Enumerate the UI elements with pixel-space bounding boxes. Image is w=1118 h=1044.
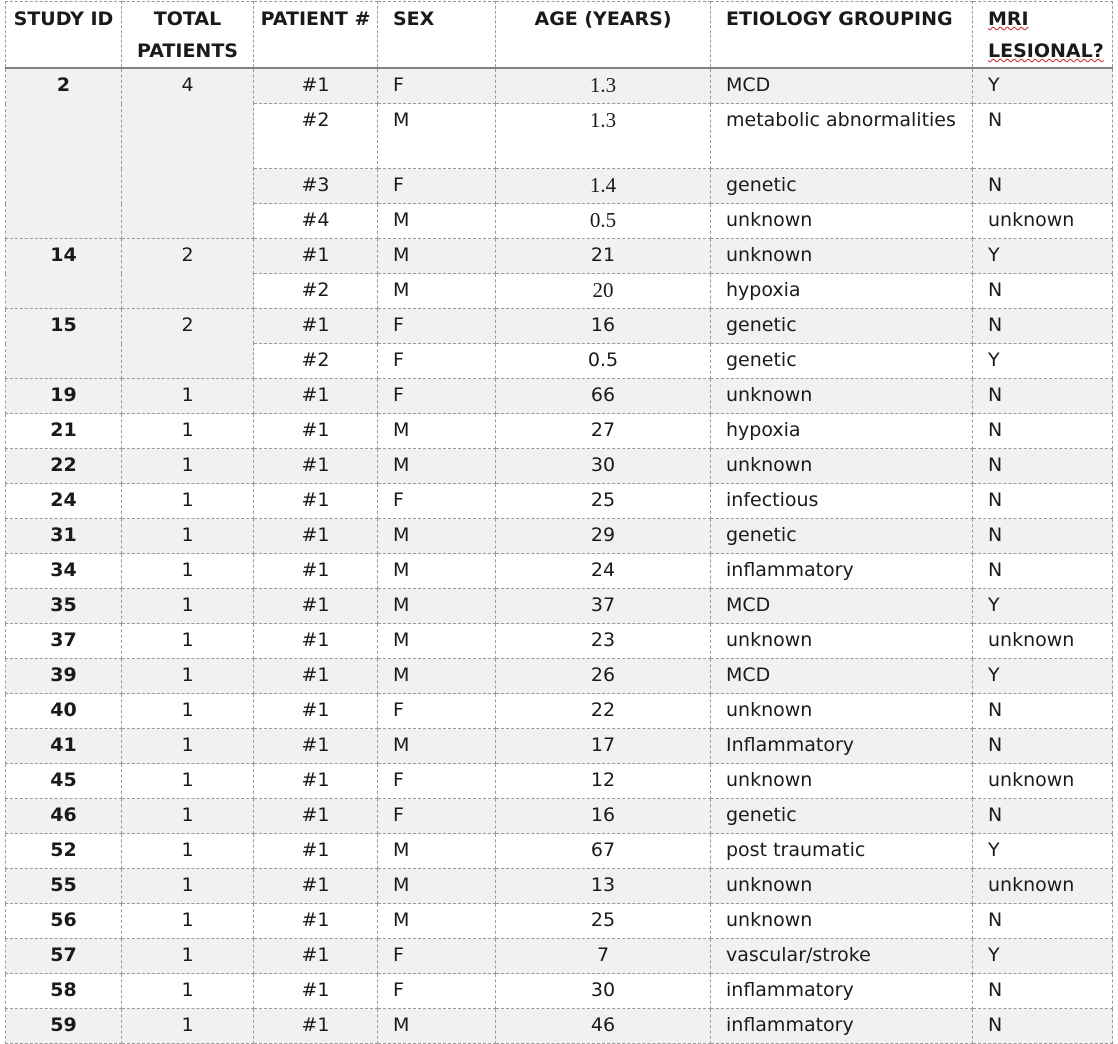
table-body xyxy=(6,68,1113,1044)
patient-number-cell: #1 xyxy=(254,484,378,519)
patient-number-cell: #1 xyxy=(254,68,378,104)
patient-number-cell: #1 xyxy=(254,589,378,624)
mri-lesional-cell: unknown xyxy=(973,764,1113,799)
etiology-cell: infectious xyxy=(711,484,973,519)
mri-lesional-cell: N xyxy=(973,379,1113,414)
total-patients-cell: 4 xyxy=(122,68,254,239)
age-cell: 7 xyxy=(496,939,711,974)
total-patients-cell: 1 xyxy=(122,1009,254,1044)
mri-lesional-cell: N xyxy=(973,554,1113,589)
sex-cell: F xyxy=(378,379,496,414)
age-cell: 1.3 xyxy=(496,104,711,169)
age-cell: 16 xyxy=(496,309,711,344)
patient-number-cell: #1 xyxy=(254,379,378,414)
table-row xyxy=(6,764,1113,799)
study-id-cell: 19 xyxy=(6,379,122,414)
table-row xyxy=(6,729,1113,764)
total-patients-cell: 1 xyxy=(122,694,254,729)
etiology-cell: hypoxia xyxy=(711,414,973,449)
mri-lesional-cell: N xyxy=(973,904,1113,939)
sex-cell: M xyxy=(378,589,496,624)
header-row xyxy=(6,2,1113,69)
total-patients-cell: 2 xyxy=(122,239,254,309)
mri-lesional-cell: N xyxy=(973,169,1113,204)
study-id-cell: 14 xyxy=(6,239,122,309)
mri-lesional-cell: Y xyxy=(973,68,1113,104)
age-cell: 25 xyxy=(496,904,711,939)
sex-cell: M xyxy=(378,104,496,169)
patient-number-cell: #1 xyxy=(254,519,378,554)
age-cell: 0.5 xyxy=(496,344,711,379)
table-row xyxy=(6,659,1113,694)
study-id-cell: 37 xyxy=(6,624,122,659)
table-row xyxy=(6,974,1113,1009)
mri-lesional-cell: N xyxy=(973,104,1113,169)
study-id-cell: 57 xyxy=(6,939,122,974)
header-total-patients: TOTAL PATIENTS xyxy=(122,2,254,69)
sex-cell: M xyxy=(378,204,496,239)
etiology-cell: inflammatory xyxy=(711,554,973,589)
total-patients-cell: 1 xyxy=(122,764,254,799)
patient-number-cell: #2 xyxy=(254,104,378,169)
sex-cell: M xyxy=(378,834,496,869)
table-row xyxy=(6,869,1113,904)
etiology-cell: hypoxia xyxy=(711,274,973,309)
study-id-cell: 31 xyxy=(6,519,122,554)
total-patients-cell: 1 xyxy=(122,834,254,869)
patient-number-cell: #1 xyxy=(254,1009,378,1044)
patient-table xyxy=(5,1,1113,1044)
patient-number-cell: #1 xyxy=(254,869,378,904)
table-row xyxy=(6,449,1113,484)
total-patients-cell: 1 xyxy=(122,379,254,414)
patient-number-cell: #1 xyxy=(254,764,378,799)
sex-cell: F xyxy=(378,799,496,834)
total-patients-cell: 1 xyxy=(122,589,254,624)
age-cell: 46 xyxy=(496,1009,711,1044)
sex-cell: M xyxy=(378,1009,496,1044)
mri-lesional-cell: Y xyxy=(973,659,1113,694)
etiology-cell: unknown xyxy=(711,694,973,729)
sex-cell: M xyxy=(378,274,496,309)
sex-cell: F xyxy=(378,939,496,974)
patient-number-cell: #2 xyxy=(254,274,378,309)
patient-number-cell: #1 xyxy=(254,414,378,449)
mri-lesional-cell: N xyxy=(973,799,1113,834)
total-patients-cell: 1 xyxy=(122,659,254,694)
sex-cell: M xyxy=(378,414,496,449)
etiology-cell: Inflammatory xyxy=(711,729,973,764)
etiology-cell: MCD xyxy=(711,659,973,694)
total-patients-cell: 1 xyxy=(122,904,254,939)
age-cell: 0.5 xyxy=(496,204,711,239)
etiology-cell: post traumatic xyxy=(711,834,973,869)
sex-cell: F xyxy=(378,484,496,519)
mri-lesional-cell: unknown xyxy=(973,624,1113,659)
sex-cell: M xyxy=(378,659,496,694)
mri-lesional-cell: Y xyxy=(973,834,1113,869)
etiology-cell: unknown xyxy=(711,204,973,239)
study-id-cell: 40 xyxy=(6,694,122,729)
etiology-cell: unknown xyxy=(711,379,973,414)
table-row xyxy=(6,1009,1113,1044)
study-id-cell: 35 xyxy=(6,589,122,624)
study-id-cell: 45 xyxy=(6,764,122,799)
sex-cell: F xyxy=(378,974,496,1009)
patient-number-cell: #1 xyxy=(254,974,378,1009)
study-id-cell: 56 xyxy=(6,904,122,939)
age-cell: 29 xyxy=(496,519,711,554)
total-patients-cell: 1 xyxy=(122,624,254,659)
age-cell: 25 xyxy=(496,484,711,519)
mri-lesional-cell: N xyxy=(973,274,1113,309)
patient-number-cell: #1 xyxy=(254,799,378,834)
etiology-cell: genetic xyxy=(711,519,973,554)
study-id-cell: 2 xyxy=(6,68,122,239)
study-id-cell: 59 xyxy=(6,1009,122,1044)
mri-lesional-cell: Y xyxy=(973,239,1113,274)
study-id-cell: 52 xyxy=(6,834,122,869)
sex-cell: M xyxy=(378,904,496,939)
mri-lesional-cell: N xyxy=(973,1009,1113,1044)
mri-lesional-cell: N xyxy=(973,974,1113,1009)
etiology-cell: unknown xyxy=(711,449,973,484)
etiology-cell: genetic xyxy=(711,169,973,204)
mri-lesional-cell: Y xyxy=(973,589,1113,624)
etiology-cell: genetic xyxy=(711,344,973,379)
sex-cell: M xyxy=(378,554,496,589)
etiology-cell: inflammatory xyxy=(711,1009,973,1044)
age-cell: 27 xyxy=(496,414,711,449)
table-row xyxy=(6,694,1113,729)
header-patient-number: PATIENT # xyxy=(254,2,378,69)
etiology-cell: unknown xyxy=(711,764,973,799)
patient-number-cell: #1 xyxy=(254,624,378,659)
table-row xyxy=(6,68,1113,104)
age-cell: 1.3 xyxy=(496,68,711,104)
mri-lesional-cell: N xyxy=(973,519,1113,554)
study-id-cell: 21 xyxy=(6,414,122,449)
etiology-cell: vascular/stroke xyxy=(711,939,973,974)
patient-number-cell: #1 xyxy=(254,729,378,764)
mri-lesional-cell: Y xyxy=(973,344,1113,379)
sex-cell: F xyxy=(378,309,496,344)
sex-cell: F xyxy=(378,344,496,379)
etiology-cell: unknown xyxy=(711,239,973,274)
etiology-cell: metabolic abnormalities xyxy=(711,104,973,169)
total-patients-cell: 1 xyxy=(122,484,254,519)
patient-number-cell: #1 xyxy=(254,694,378,729)
mri-lesional-cell: Y xyxy=(973,939,1113,974)
age-cell: 17 xyxy=(496,729,711,764)
sex-cell: F xyxy=(378,68,496,104)
age-cell: 13 xyxy=(496,869,711,904)
etiology-cell: genetic xyxy=(711,309,973,344)
mri-lesional-cell: N xyxy=(973,309,1113,344)
sex-cell: F xyxy=(378,169,496,204)
total-patients-cell: 1 xyxy=(122,414,254,449)
study-id-cell: 24 xyxy=(6,484,122,519)
age-cell: 30 xyxy=(496,449,711,484)
table-row xyxy=(6,904,1113,939)
total-patients-cell: 1 xyxy=(122,974,254,1009)
age-cell: 23 xyxy=(496,624,711,659)
etiology-cell: unknown xyxy=(711,869,973,904)
age-cell: 16 xyxy=(496,799,711,834)
table-row xyxy=(6,624,1113,659)
mri-lesional-cell: N xyxy=(973,694,1113,729)
study-id-cell: 55 xyxy=(6,869,122,904)
table-row xyxy=(6,589,1113,624)
total-patients-cell: 1 xyxy=(122,449,254,484)
header-mri-text: MRI LESIONAL? xyxy=(988,8,1104,62)
total-patients-cell: 1 xyxy=(122,554,254,589)
patient-number-cell: #1 xyxy=(254,939,378,974)
sex-cell: F xyxy=(378,694,496,729)
patient-number-cell: #1 xyxy=(254,309,378,344)
age-cell: 24 xyxy=(496,554,711,589)
age-cell: 37 xyxy=(496,589,711,624)
age-cell: 30 xyxy=(496,974,711,1009)
patient-number-cell: #1 xyxy=(254,834,378,869)
patient-number-cell: #1 xyxy=(254,239,378,274)
header-study-id: STUDY ID xyxy=(6,2,122,69)
patient-number-cell: #4 xyxy=(254,204,378,239)
table-row xyxy=(6,484,1113,519)
age-cell: 22 xyxy=(496,694,711,729)
sex-cell: M xyxy=(378,624,496,659)
sex-cell: M xyxy=(378,869,496,904)
patient-number-cell: #3 xyxy=(254,169,378,204)
study-id-cell: 39 xyxy=(6,659,122,694)
age-cell: 67 xyxy=(496,834,711,869)
patient-number-cell: #1 xyxy=(254,659,378,694)
mri-lesional-cell: N xyxy=(973,414,1113,449)
mri-lesional-cell: N xyxy=(973,449,1113,484)
age-cell: 1.4 xyxy=(496,169,711,204)
etiology-cell: MCD xyxy=(711,68,973,104)
study-id-cell: 34 xyxy=(6,554,122,589)
patient-number-cell: #2 xyxy=(254,344,378,379)
mri-lesional-cell: N xyxy=(973,484,1113,519)
etiology-cell: genetic xyxy=(711,799,973,834)
sex-cell: M xyxy=(378,239,496,274)
study-id-cell: 15 xyxy=(6,309,122,379)
table-row xyxy=(6,834,1113,869)
table-row xyxy=(6,239,1113,274)
mri-lesional-cell: unknown xyxy=(973,204,1113,239)
etiology-cell: unknown xyxy=(711,904,973,939)
patient-number-cell: #1 xyxy=(254,449,378,484)
header-etiology: ETIOLOGY GROUPING xyxy=(711,2,973,69)
table-row xyxy=(6,554,1113,589)
study-id-cell: 22 xyxy=(6,449,122,484)
table-row xyxy=(6,799,1113,834)
table-row xyxy=(6,379,1113,414)
total-patients-cell: 1 xyxy=(122,869,254,904)
study-id-cell: 46 xyxy=(6,799,122,834)
age-cell: 20 xyxy=(496,274,711,309)
mri-lesional-cell: N xyxy=(973,729,1113,764)
total-patients-cell: 1 xyxy=(122,939,254,974)
age-cell: 26 xyxy=(496,659,711,694)
header-sex: SEX xyxy=(378,2,496,69)
total-patients-cell: 1 xyxy=(122,799,254,834)
sex-cell: M xyxy=(378,519,496,554)
total-patients-cell: 1 xyxy=(122,729,254,764)
etiology-cell: MCD xyxy=(711,589,973,624)
age-cell: 21 xyxy=(496,239,711,274)
age-cell: 12 xyxy=(496,764,711,799)
patient-number-cell: #1 xyxy=(254,554,378,589)
etiology-cell: inflammatory xyxy=(711,974,973,1009)
age-cell: 66 xyxy=(496,379,711,414)
patient-number-cell: #1 xyxy=(254,904,378,939)
sex-cell: M xyxy=(378,449,496,484)
etiology-cell: unknown xyxy=(711,624,973,659)
table-row xyxy=(6,309,1113,344)
total-patients-cell: 2 xyxy=(122,309,254,379)
sex-cell: F xyxy=(378,764,496,799)
table-row xyxy=(6,519,1113,554)
sex-cell: M xyxy=(378,729,496,764)
table-row xyxy=(6,414,1113,449)
total-patients-cell: 1 xyxy=(122,519,254,554)
header-mri-lesional xyxy=(973,2,1113,69)
study-id-cell: 41 xyxy=(6,729,122,764)
study-id-cell: 58 xyxy=(6,974,122,1009)
table-row xyxy=(6,939,1113,974)
header-age: AGE (YEARS) xyxy=(496,2,711,69)
mri-lesional-cell: unknown xyxy=(973,869,1113,904)
